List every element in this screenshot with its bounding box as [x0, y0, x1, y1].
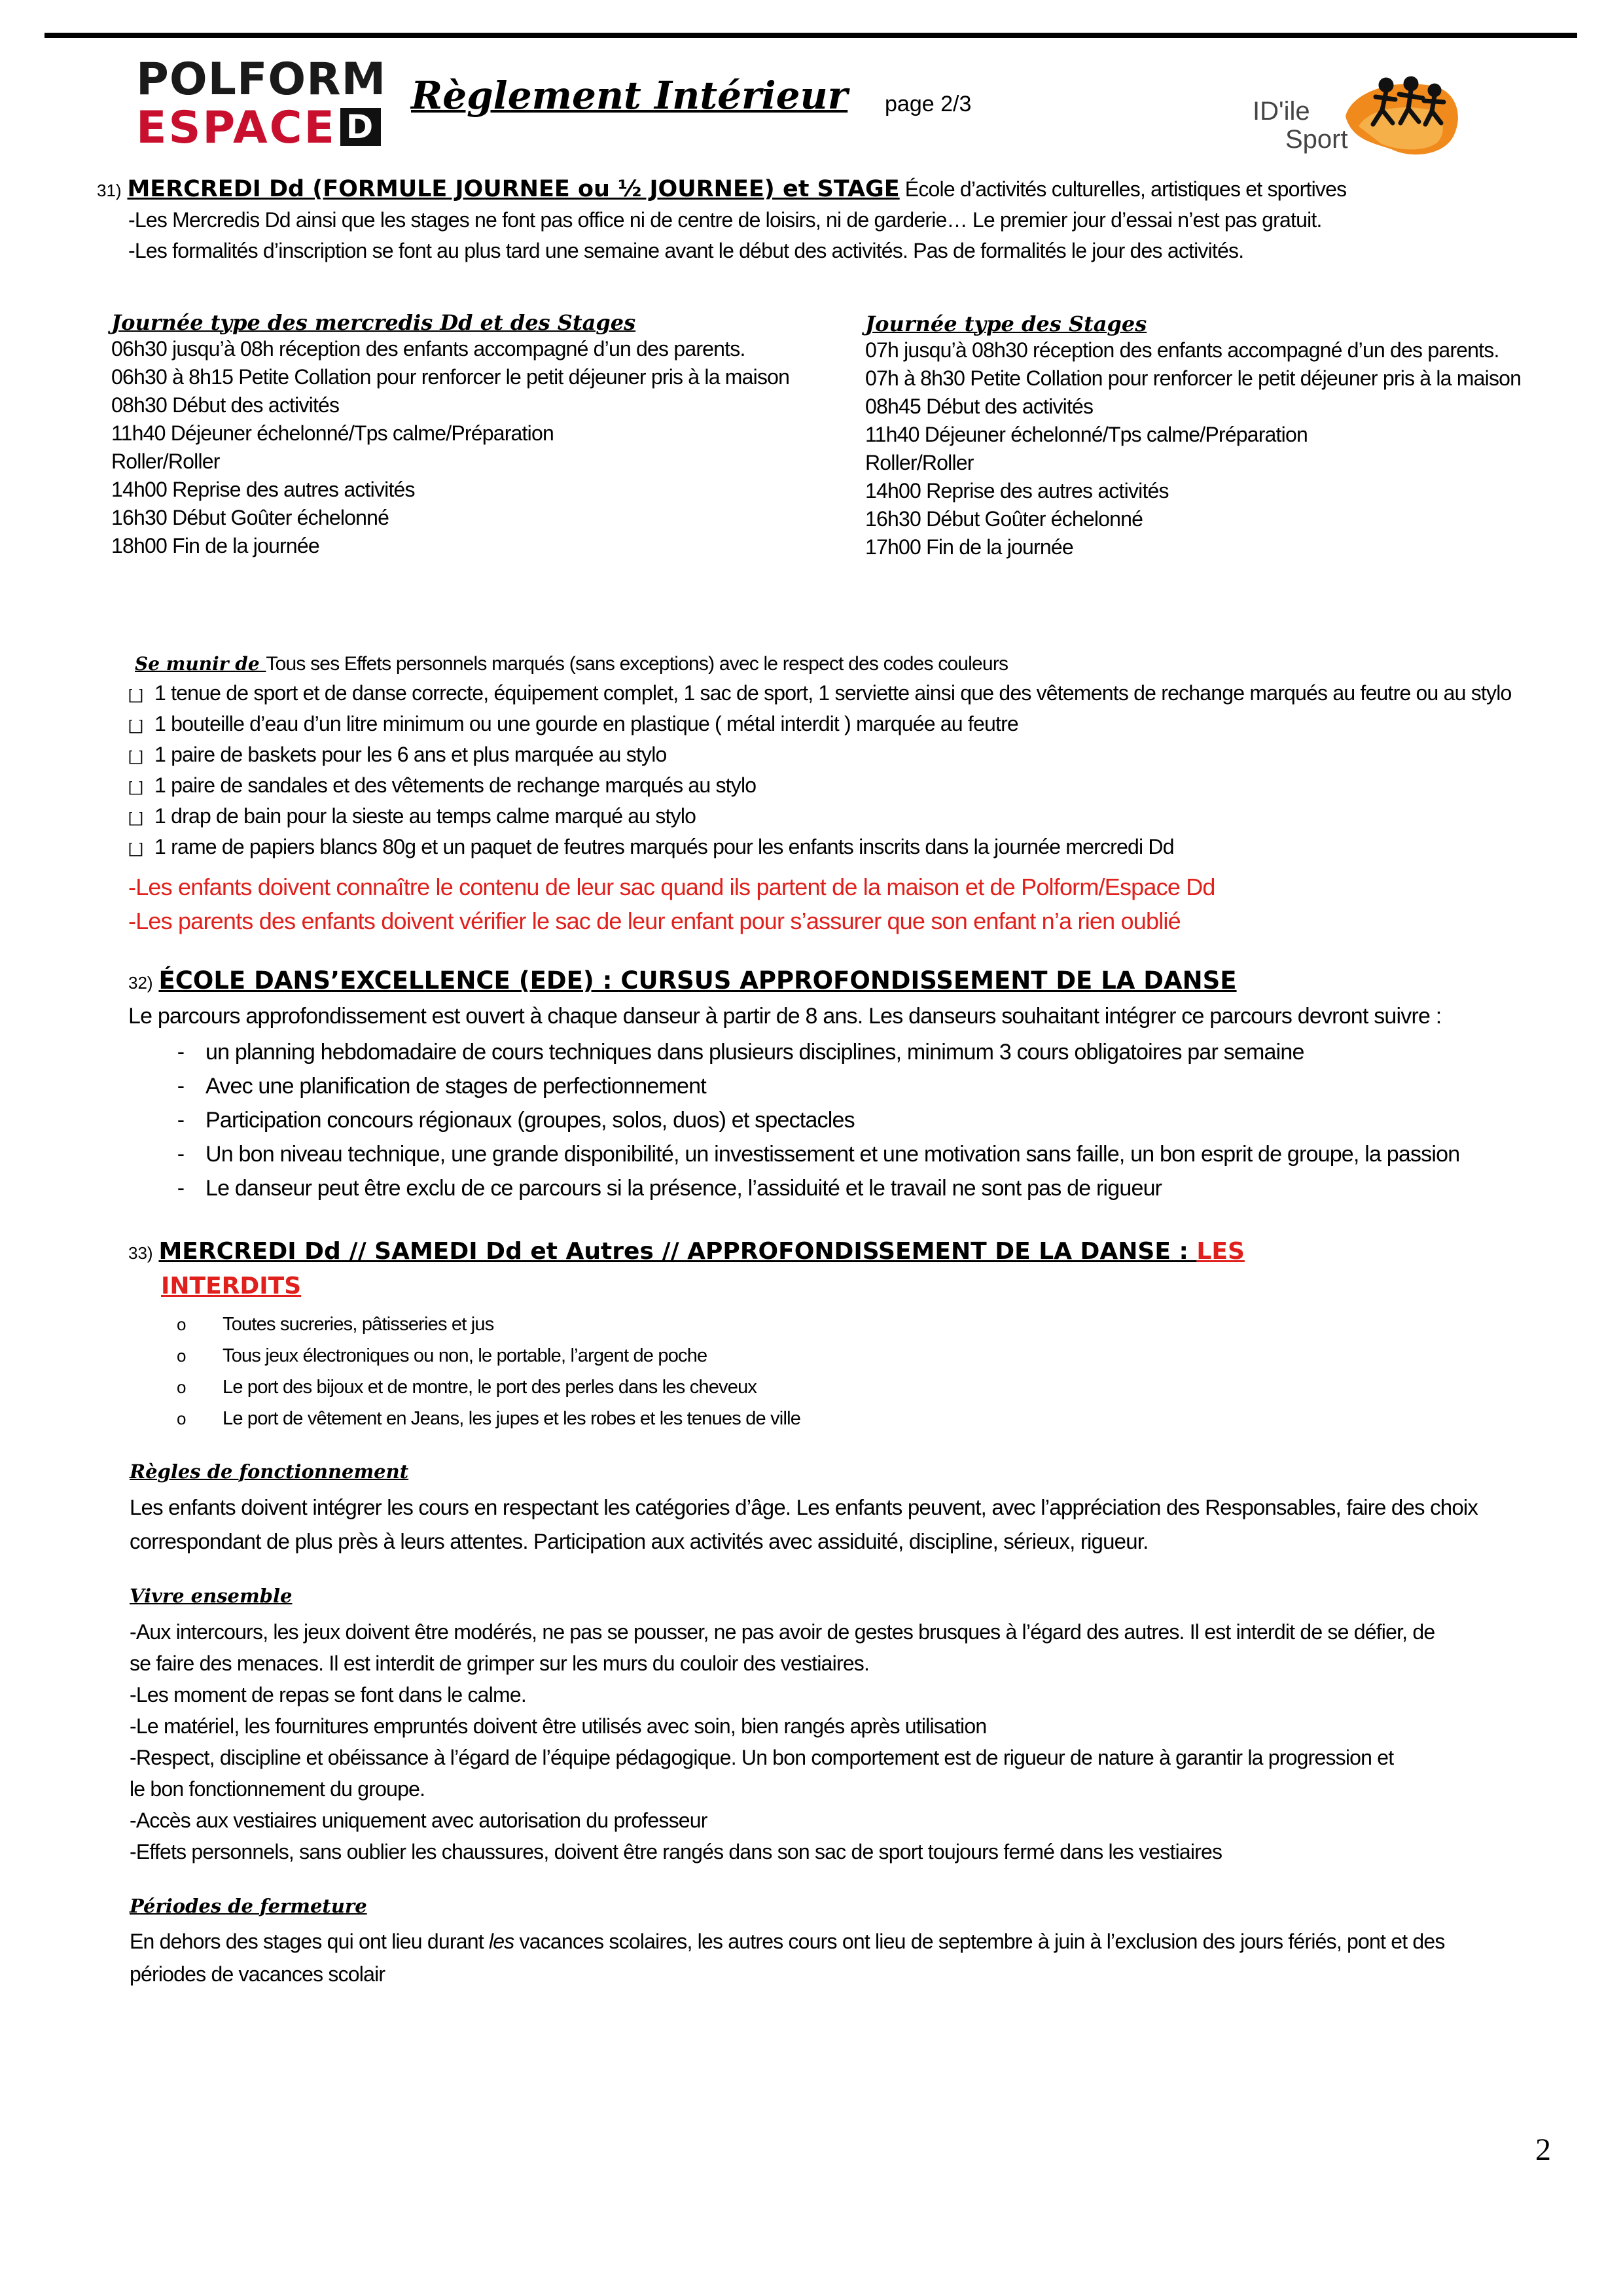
checklist-item-text: 1 tenue de sport et de danse correcte, équipement complet, 1 sac de sport, 1 serviette ainsi que des vêtements de rechange marqués au feutre ou au stylo: [154, 681, 1512, 705]
list-item: [156, 1069, 1459, 1103]
schedule-item: 14h00 Reprise des autres activités: [865, 479, 1169, 503]
section-32-heading: ÉCOLE DANS’EXCELLENCE (EDE) : CURSUS APPROFONDISSEMENT DE LA DANSE: [158, 966, 1237, 995]
list-item-text: un planning hebdomadaire de cours techniques dans plusieurs disciplines, minimum 3 cours obligatoires par semaine: [205, 1040, 1304, 1065]
schedule-mercredis: [111, 310, 789, 560]
schedule-item: 07h à 8h30 Petite Collation pour renforcer le petit déjeuner pris à la maison: [865, 366, 1522, 390]
bullet-circle-icon: o: [177, 1315, 186, 1334]
schedule-stages-title: Journée type des Stages: [865, 311, 1147, 336]
checkbox-icon: [_]: [128, 809, 143, 826]
logo-d-box: D: [340, 108, 381, 146]
checkbox-icon: [_]: [128, 748, 143, 765]
schedule-mercredis-list: [111, 335, 789, 560]
bullet-dash: -: [177, 1142, 185, 1167]
munir-intro-text: Tous ses Effets personnels marqués (sans exceptions) avec le respect des codes couleurs: [266, 653, 1008, 675]
logo2-text2: Sport: [1285, 125, 1348, 154]
logo-line2: [136, 104, 385, 152]
schedule-item: 06h30 jusqu’à 08h réception des enfants accompagné d’un des parents.: [111, 337, 745, 361]
section-32-intro: Le parcours approfondissement est ouvert à chaque danseur à partir de 8 ans. Les danseurs souhaitant intégrer ce parcours devront suivre :: [128, 1004, 1442, 1029]
periodes-text-a: En dehors des stages qui ont lieu durant: [130, 1930, 489, 1953]
logo2-text1: ID'ile: [1253, 97, 1310, 126]
schedule-item: 11h40 Déjeuner échelonné/Tps calme/Préparation: [111, 421, 554, 445]
list-item-text: Participation concours régionaux (groupes, solos, duos) et spectacles: [205, 1108, 855, 1133]
regles-text: [130, 1491, 1478, 1559]
section-33-list: [177, 1309, 800, 1434]
vivre-line: -Effets personnels, sans oublier les chaussures, doivent être rangés dans son sac de sport toujours fermé dans les vestiaires: [130, 1840, 1222, 1863]
bullet-circle-icon: o: [177, 1409, 186, 1428]
bullet-circle-icon: o: [177, 1377, 186, 1397]
vivre-line: -Aux intercours, les jeux doivent être modérés, ne pas se pousser, ne pas avoir de gestes brusques à l’égard des autres. Il est interdit de se défier, de: [130, 1620, 1435, 1644]
schedule-item: 08h45 Début des activités: [865, 395, 1094, 418]
schedule-item: Roller/Roller: [865, 451, 974, 474]
list-item-text: Le danseur peut être exclu de ce parcours si la présence, l’assiduité et le travail ne sont pas de rigueur: [205, 1176, 1162, 1201]
list-item-text: Le port des bijoux et de montre, le port des perles dans les cheveux: [223, 1377, 757, 1398]
periodes-title: Périodes de fermeture: [130, 1895, 367, 1917]
schedule-mercredis-title: Journée type des mercredis Dd et des Stages: [111, 310, 636, 335]
periodes-text-c: vacances scolaires, les autres cours ont lieu de septembre à juin à l’exclusion des jours fériés, pont et des: [514, 1930, 1445, 1953]
idile-sport-logo: [1247, 71, 1463, 162]
section-33-heading: MERCREDI Dd // SAMEDI Dd et Autres // APPROFONDISSEMENT DE LA DANSE :: [158, 1238, 1197, 1265]
list-item-text: Avec une planification de stages de perfectionnement: [205, 1074, 706, 1099]
checklist-item-text: 1 paire de baskets pour les 6 ans et plus marquée au stylo: [154, 743, 667, 767]
section-33-header: [128, 1238, 1245, 1267]
schedule-item: 18h00 Fin de la journée: [111, 534, 319, 557]
checklist-item: [128, 740, 1512, 771]
checklist-item: [128, 802, 1512, 832]
section-33-heading-red2: INTERDITS: [161, 1273, 302, 1299]
schedule-stages: [865, 311, 1521, 561]
section-31-header: [97, 175, 1346, 204]
checkbox-icon: [_]: [128, 779, 143, 796]
section-33-heading-red: LES: [1196, 1238, 1245, 1265]
checklist-item: [128, 832, 1512, 863]
schedule-stages-list: [865, 336, 1521, 561]
checkbox-icon: [_]: [128, 840, 143, 857]
munir-label: Se munir de: [135, 653, 266, 675]
schedule-item: 11h40 Déjeuner échelonné/Tps calme/Préparation: [865, 423, 1308, 446]
section-31-subheading: École d’activités culturelles, artistiques et sportives: [899, 177, 1347, 201]
bullet-dash: -: [177, 1074, 185, 1099]
list-item: [177, 1371, 800, 1403]
munir-intro: [135, 649, 1008, 678]
list-item-text: Tous jeux électroniques ou non, le portable, l’argent de poche: [223, 1345, 707, 1366]
bullet-dash: -: [177, 1040, 185, 1065]
periodes-line: [130, 1925, 1445, 1958]
section-31-line: -Les Mercredis Dd ainsi que les stages ne font pas office ni de centre de loisirs, ni de garderie… Le premier jour d’essai n’est pas gratuit.: [128, 208, 1322, 232]
munir-checklist: [128, 679, 1512, 863]
checklist-item-text: 1 drap de bain pour la sieste au temps calme marqué au stylo: [154, 804, 696, 828]
periodes-text: [130, 1925, 1445, 1990]
regles-line: Les enfants doivent intégrer les cours en respectant les catégories d’âge. Les enfants peuvent, avec l’appréciation des Responsables, faire des choix: [130, 1495, 1478, 1519]
regles-title: Règles de fonctionnement: [130, 1460, 409, 1483]
regles-line: correspondant de plus près à leurs attentes. Participation aux activités avec assiduité, discipline, sérieux, rigueur.: [130, 1529, 1149, 1553]
checklist-item-text: 1 paire de sandales et des vêtements de rechange marqués au stylo: [154, 773, 757, 798]
list-item: [156, 1103, 1459, 1137]
schedule-item: 06h30 à 8h15 Petite Collation pour renforcer le petit déjeuner pris à la maison: [111, 365, 790, 389]
page-number: 2: [1535, 2132, 1551, 2167]
section-31-heading: MERCREDI Dd (FORMULE JOURNEE ou ½ JOURNEE) et STAGE: [127, 176, 900, 202]
checklist-item-text: 1 bouteille d’eau d’un litre minimum ou une gourde en plastique ( métal interdit ) marquée au feutre: [154, 712, 1018, 736]
periodes-line: périodes de vacances scolair: [130, 1962, 385, 1986]
list-item: [156, 1137, 1459, 1171]
checkbox-icon: [_]: [128, 686, 143, 703]
list-item: [156, 1035, 1459, 1069]
schedule-item: 14h00 Reprise des autres activités: [111, 478, 415, 501]
checklist-item: [128, 709, 1512, 740]
list-item-text: Un bon niveau technique, une grande disponibilité, un investissement et une motivation sans faille, un bon esprit de groupe, la passion: [205, 1142, 1460, 1167]
schedule-item: Roller/Roller: [111, 450, 220, 473]
vivre-title: Vivre ensemble: [130, 1585, 293, 1607]
page-label: page 2/3: [885, 92, 972, 116]
bullet-circle-icon: o: [177, 1346, 186, 1366]
bullet-dash: -: [177, 1176, 185, 1201]
list-item-text: Le port de vêtement en Jeans, les jupes et les robes et les tenues de ville: [223, 1408, 801, 1429]
vivre-text: [130, 1616, 1435, 1867]
page-title: Règlement Intérieur: [411, 73, 848, 118]
top-rule: [45, 33, 1577, 38]
list-item: [177, 1403, 800, 1434]
schedule-item: 08h30 Début des activités: [111, 393, 340, 417]
list-item: [156, 1171, 1459, 1205]
list-item: [177, 1340, 800, 1371]
vivre-line: -Accès aux vestiaires uniquement avec autorisation du professeur: [130, 1809, 707, 1832]
polform-logo: [136, 56, 385, 154]
schedule-item: 16h30 Début Goûter échelonné: [111, 506, 389, 529]
logo-espace: ESPACE: [136, 102, 337, 154]
section-31-number: 31): [97, 181, 122, 200]
logo-line1: POLFORM: [136, 54, 387, 105]
vivre-line: -Les moment de repas se font dans le calme.: [130, 1683, 526, 1706]
section-32-number: 32): [128, 973, 153, 993]
checklist-item-text: 1 rame de papiers blancs 80g et un paquet de feutres marqués pour les enfants inscrits dans la journée mercredi Dd: [154, 835, 1174, 859]
section-33-number: 33): [128, 1243, 153, 1263]
checklist-item: [128, 771, 1512, 802]
vivre-line: -Le matériel, les fournitures empruntés doivent être utilisés avec soin, bien rangés après utilisation: [130, 1714, 987, 1738]
checklist-item: [128, 679, 1512, 709]
munir-warning: -Les parents des enfants doivent vérifier le sac de leur enfant pour s’assurer que son enfant n’a rien oublié: [128, 908, 1181, 934]
section-32-header: [128, 967, 1237, 997]
periodes-text-b: les: [488, 1930, 514, 1953]
munir-warning: -Les enfants doivent connaître le contenu de leur sac quand ils partent de la maison et de Polform/Espace Dd: [128, 874, 1215, 900]
vivre-line: le bon fonctionnement du groupe.: [130, 1777, 425, 1801]
vivre-line: -Respect, discipline et obéissance à l’égard de l’équipe pédagogique. Un bon comportement est de rigueur de nature à garantir la progression et: [130, 1746, 1394, 1769]
bullet-dash: -: [177, 1108, 185, 1133]
idile-sport-logo-graphic: [1247, 71, 1463, 162]
section-32-list: [156, 1035, 1459, 1205]
section-31-line: -Les formalités d’inscription se font au plus tard une semaine avant le début des activités. Pas de formalités le jour des activités.: [128, 239, 1244, 262]
schedule-item: 07h jusqu’à 08h30 réception des enfants accompagné d’un des parents.: [865, 338, 1499, 362]
schedule-item: 16h30 Début Goûter échelonné: [865, 507, 1143, 531]
vivre-line: se faire des menaces. Il est interdit de grimper sur les murs du couloir des vestiaires.: [130, 1651, 870, 1675]
checkbox-icon: [_]: [128, 717, 143, 734]
schedule-item: 17h00 Fin de la journée: [865, 535, 1073, 559]
list-item: [177, 1309, 800, 1340]
list-item-text: Toutes sucreries, pâtisseries et jus: [223, 1314, 494, 1335]
